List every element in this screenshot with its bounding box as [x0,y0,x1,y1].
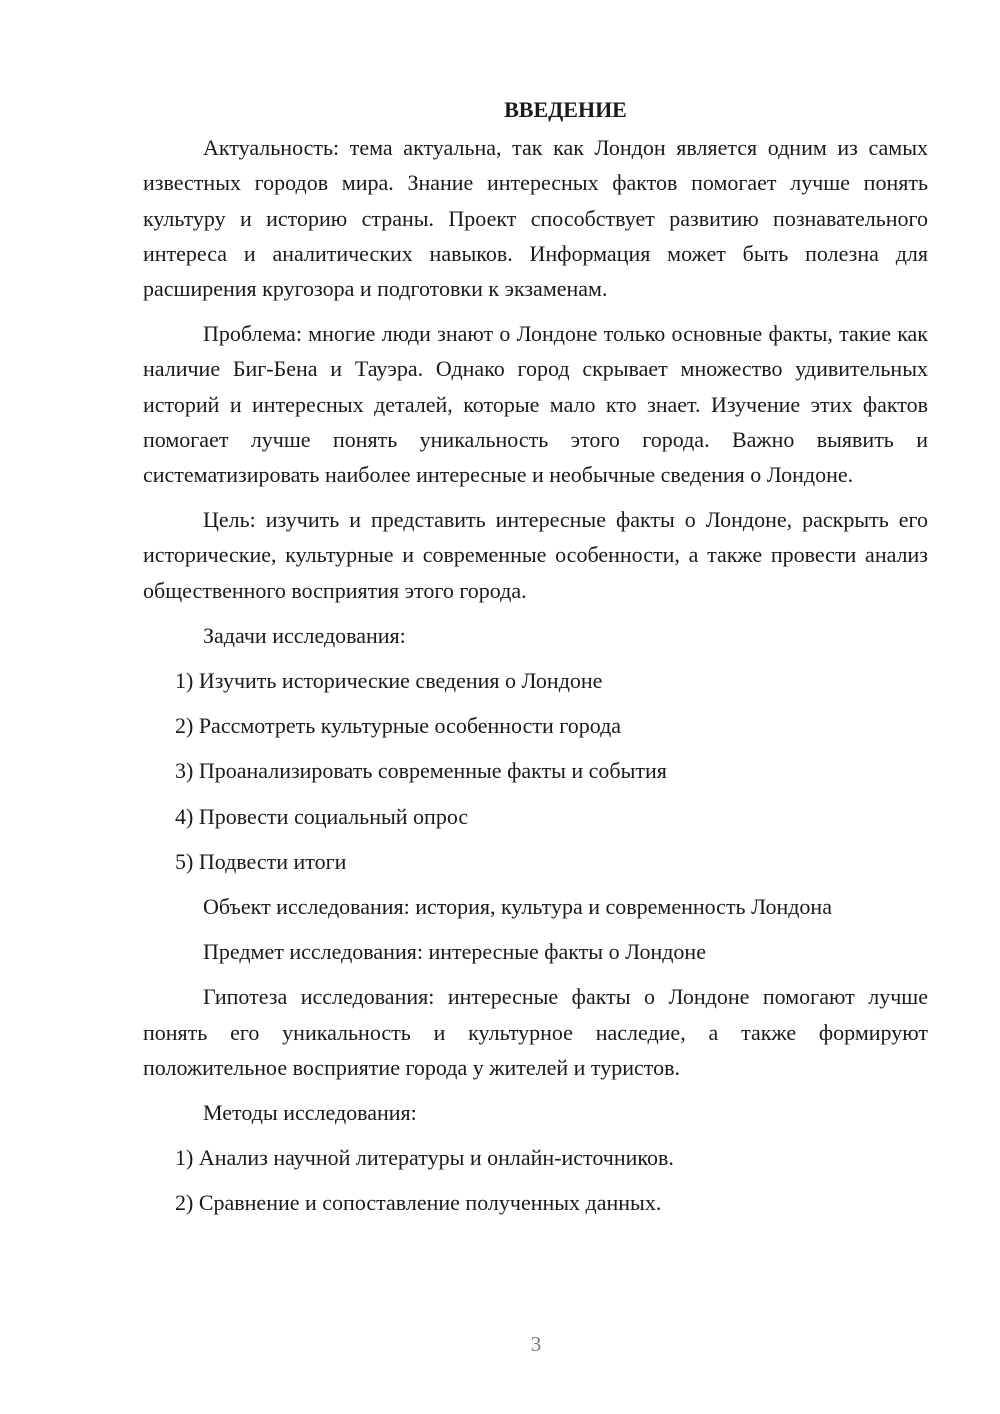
task-item-1: 1) Изучить исторические сведения о Лондоне [175,668,603,694]
method-item-2: 2) Сравнение и сопоставление полученных данных. [175,1190,662,1216]
task-item-5: 5) Подвести итоги [175,848,347,874]
task-item-3: 3) Проанализировать современные факты и события [175,758,667,784]
research-object: Объект исследования: история, культура и современность Лондона [203,894,832,920]
relevance-paragraph: Актуальность: тема актуальна, так как Лондон является одним из самых известных городов мира. Знание интересных фактов помогает лучше понять культуру и историю страны. Проект способствует развитию познавательного интереса и аналитических навыков. Информация может быть полезна для расширения кругозора и подготовки к экзаменам. [143,135,928,302]
methods-list [143,1140,928,1220]
methods-heading: Методы исследования: [203,1100,417,1126]
tasks-heading: Задачи исследования: [203,622,406,648]
goal-paragraph: Цель: изучить и представить интересные факты о Лондоне, раскрыть его исторические, культурные и современные особенности, а также провести анализ общественного восприятия этого города. [143,507,928,603]
page-title: ВВЕДЕНИЕ [504,97,627,122]
task-item-4: 4) Провести социальный опрос [175,803,469,829]
page-content [143,92,928,1231]
tasks-list [143,663,928,879]
problem-paragraph: Проблема: многие люди знают о Лондоне только основные факты, такие как наличие Биг-Бена и Тауэра. Однако город скрывает множество удивительных историй и интересных деталей, которые мало кто знает. Изучение этих фактов помогает лучше понять уникальность этого города. Важно выявить и систематизировать наиболее интересные и необычные сведения о Лондоне. [143,321,928,488]
hypothesis-paragraph: Гипотеза исследования: интересные факты о Лондоне помогают лучше понять его уникальность и культурное наследие, а также формируют положительное восприятие города у жителей и туристов. [143,984,928,1080]
method-item-1: 1) Анализ научной литературы и онлайн-источников. [175,1145,674,1171]
research-subject: Предмет исследования: интересные факты о Лондоне [203,939,706,965]
task-item-2: 2) Рассмотреть культурные особенности города [175,713,622,739]
page-number: 3 [530,1332,542,1356]
